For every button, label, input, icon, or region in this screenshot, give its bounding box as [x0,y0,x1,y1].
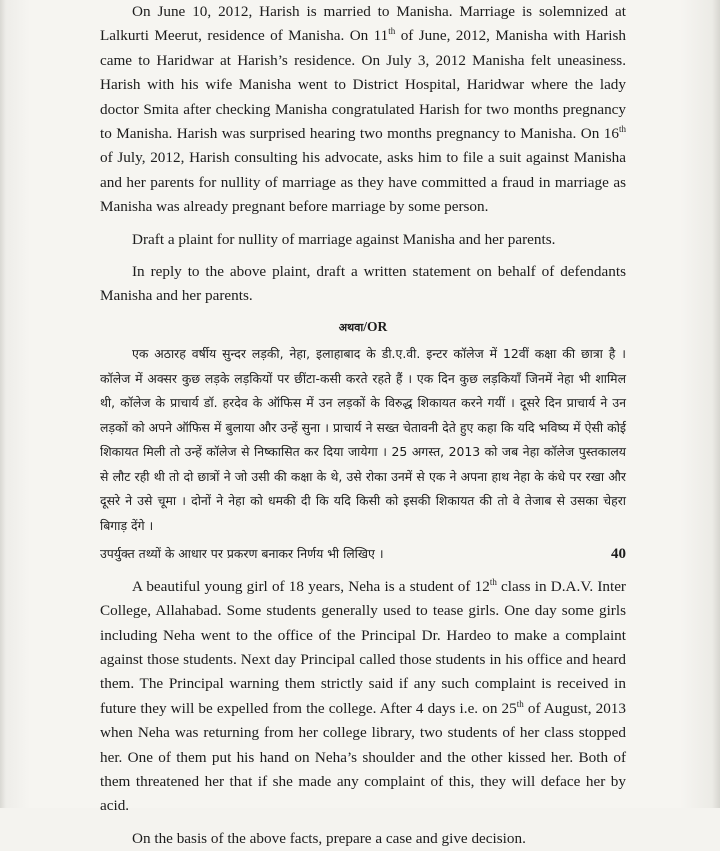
decision-question: On the basis of the above facts, prepare a case and give decision. [132,829,526,847]
english-facts-text-1: A beautiful young girl of 18 years, Neha is a student of 12 [132,577,490,595]
case-facts-text-1: On June 10, 2012, Harish is married to Manisha. Marriage is solemnized at Lalkurti Meerut, residence of Manisha. On 11 [100,3,626,45]
case-facts-text-2: of June, 2012, Manisha with Harish came to Haridwar at Harish’s residence. On July 3, 2012 Manisha felt uneasiness. Harish with his wife Manisha went to District Hospital, Haridwar where the lady doctor Smita after checking Manisha congratulated Harish for two months pregnancy to Manisha. Harish was surprised hearing two months pregnancy to Manisha. On 16 [100,27,626,143]
written-statement-question: In reply to the above plaint, draft a written statement on behalf of defendants Manisha and her parents. [100,263,626,305]
ordinal-suffix: th [618,124,626,135]
english-facts-text-3: of August, 2013 when Neha was returning from her college library, two students of her class stopped her. One of them put his hand on Neha’s shoulder and the other kissed her. Both of them threatened her that if she made any complaint of this, they will deface her by acid. [100,699,626,815]
hindi-facts-paragraph: एक अठारह वर्षीय सुन्दर लड़की, नेहा, इलाहाबाद के डी.ए.वी. इन्टर कॉलेज में 12वीं कक्षा की छात्रा है । कॉलेज में अक्सर कुछ लड़के लड़कियों पर छींटा-कसी करते रहते हैं । एक दिन कुछ लड़कियाँ जिनमें नेहा भी शामिल थी, कॉलेज के प्राचार्य डॉ. हरदेव के ऑफिस में उन लड़कों के विरुद्ध शिकायत करने गयीं । दूसरे दिन प्राचार्य ने उन लड़कों को अपने ऑफिस में बुलाया और उन्हें सुना । प्राचार्य ने सख्त चेतावनी देते हुए कहा कि यदि भविष्य में ऐसी कोई शिकायत मिली तो उन्हें कॉलेज से निष्कासित कर दिया जायेगा । 25 अगस्त, 2013 को जब नेहा कॉलेज पुस्तकालय से लौट रही थी तो दो छात्रों ने जो उसी की कक्षा के थे, उसे रोका उनमें से एक ने अपना हाथ नेहा के कंधे पर रखा और दूसरे ने उसे चूमा । दोनों ने नेहा को धमकी दी कि यदि किसी को इसकी शिकायत की तो वे तेजाब से उसका चेहरा बिगाड़ देंगे । [100,346,626,533]
or-separator-hindi: अथवा [338,320,364,334]
or-separator [100,315,626,340]
case-facts-text-3: of July, 2012, Harish consulting his advocate, asks him to file a suit against Manisha and her parents for nullity of marriage as they have committed a fraud in marriage as Manisha was already pregnant before marriage by some person. [100,149,626,216]
ordinal-suffix: th [516,698,524,709]
hindi-instruction: उपर्युक्त तथ्यों के आधार पर प्रकरण बनाकर निर्णय भी लिखिए । [100,546,384,562]
english-facts-paragraph [100,575,626,819]
english-facts-text-2: class in D.A.V. Inter College, Allahabad. Some students generally used to tease girls. One day some girls including Neha went to the office of the Principal Dr. Hardeo to make a complaint against those students. Next day Principal called those students in his office and heard them. The Principal warning them strictly said if any such complaint is received in future they will be expelled from the college. After 4 days i.e. on 25 [100,577,626,717]
plaint-question: Draft a plaint for nullity of marriage against Manisha and her parents. [132,230,556,248]
instruction-row [100,542,626,567]
ordinal-suffix: th [489,576,497,587]
case-facts-paragraph [100,0,626,220]
marks-label: 40 [611,546,626,563]
document-body [100,0,626,851]
ordinal-suffix: th [388,26,396,37]
or-separator-english: /OR [363,318,388,334]
